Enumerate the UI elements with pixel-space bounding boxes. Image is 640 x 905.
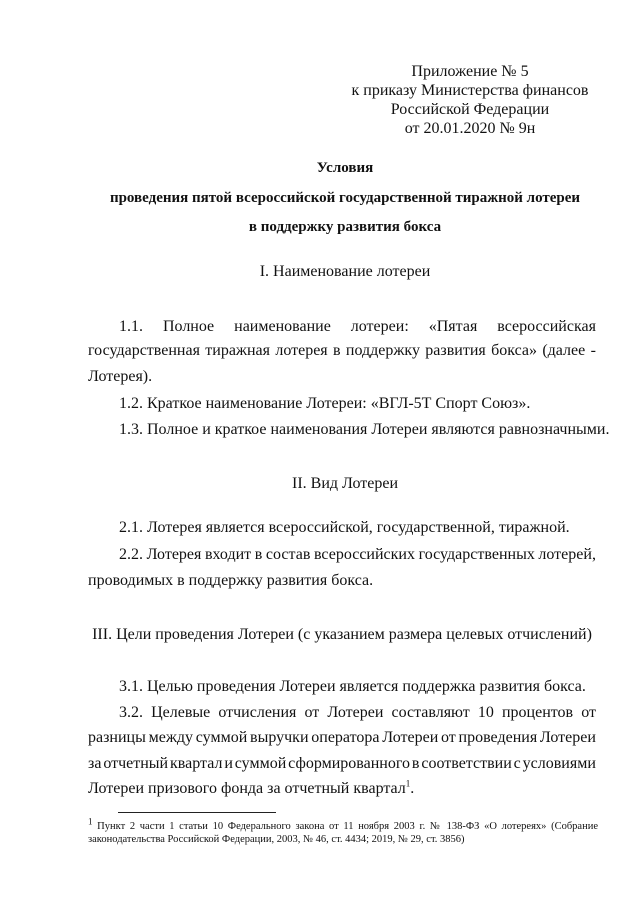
- word: лотерей,: [538, 546, 596, 563]
- word: 1.1.: [119, 318, 143, 335]
- footnote-reference[interactable]: 1: [405, 778, 411, 789]
- word: 2.2.: [119, 546, 143, 563]
- word: тиражная: [205, 342, 270, 359]
- paragraph-3-2-line-4: [88, 780, 414, 798]
- word: состав: [265, 546, 311, 563]
- paragraph-1-2: 1.2. Краткое наименование Лотереи: «ВГЛ-5Т Спорт Союз».: [119, 395, 531, 412]
- footnote: [88, 816, 598, 846]
- word: бокса»: [491, 342, 537, 359]
- word: отчисления: [218, 704, 297, 721]
- paragraph-3-2-line-4-text: Лотереи призового фонда за отчетный квартал: [88, 780, 406, 797]
- word: развития: [425, 342, 486, 359]
- word: составляют: [391, 704, 470, 721]
- paragraph-3-2-line-4-end: .: [410, 780, 415, 797]
- word: сформированного: [288, 755, 410, 772]
- word: в: [254, 546, 263, 563]
- title-line-2: проведения пятой всероссийской государственной тиражной лотереи: [109, 190, 581, 206]
- word: Полное: [162, 318, 215, 335]
- paragraph-3-2-line-3: [88, 755, 596, 773]
- word: 3.2.: [119, 704, 143, 721]
- paragraph-2-1: 2.1. Лотерея является всероссийской, государственной, тиражной.: [119, 519, 570, 536]
- word: соответствии: [421, 755, 512, 772]
- section-2-heading: II. Вид Лотереи: [291, 475, 399, 492]
- word: в: [411, 755, 420, 772]
- word: лотереи:: [350, 318, 409, 335]
- word: суммой: [234, 755, 287, 772]
- word: поддержку: [345, 342, 420, 359]
- paragraph-1-1-line-1: [119, 318, 596, 336]
- paragraph-1-3: 1.3. Полное и краткое наименования Лотереи являются равнозначными.: [119, 421, 610, 438]
- word: суммой: [195, 729, 248, 746]
- word: проведения: [458, 729, 538, 746]
- word: условиями: [522, 755, 596, 772]
- word: в: [332, 342, 341, 359]
- word: разницы: [88, 729, 146, 746]
- word: от: [304, 704, 320, 721]
- word: Лотереи: [539, 729, 596, 746]
- word: всероссийских: [313, 546, 415, 563]
- appendix-block: [330, 62, 610, 138]
- word: между: [148, 729, 194, 746]
- word: и: [224, 755, 233, 772]
- paragraph-3-2-line-2: [88, 729, 596, 747]
- word: государственная: [88, 342, 200, 359]
- word: с: [513, 755, 521, 772]
- appendix-line-3: Российской Федерации: [390, 101, 550, 118]
- word: за: [88, 755, 102, 772]
- word: от: [581, 704, 596, 721]
- word: квартал: [170, 755, 223, 772]
- word: оператора: [311, 729, 380, 746]
- word: Лотереи: [327, 704, 384, 721]
- word: входит: [204, 546, 252, 563]
- word: от: [441, 729, 456, 746]
- word: 10: [477, 704, 494, 721]
- appendix-line-1: Приложение № 5: [411, 63, 529, 80]
- word: Лотерея: [146, 546, 202, 563]
- paragraph-1-1-line-3: Лотерея).: [88, 368, 153, 385]
- paragraph-1-1-line-2: [88, 342, 596, 360]
- footnote-separator: [118, 812, 276, 813]
- word: «Пятая: [428, 318, 478, 335]
- paragraph-3-1: 3.1. Целью проведения Лотереи является поддержка развития бокса.: [119, 678, 586, 695]
- appendix-line-4: от 20.01.2020 № 9н: [404, 120, 536, 137]
- paragraph-3-2-line-1: [119, 704, 596, 722]
- paragraph-2-2-line-2: проводимых в поддержку развития бокса.: [88, 572, 374, 589]
- word: процентов: [501, 704, 574, 721]
- section-1-heading: I. Наименование лотереи: [259, 263, 431, 280]
- word: государственных: [418, 546, 535, 563]
- section-3-heading: III. Цели проведения Лотереи (с указанием размера целевых отчислений): [92, 626, 592, 643]
- word: всероссийская: [497, 318, 596, 335]
- word: выручки: [250, 729, 309, 746]
- word: отчетный: [103, 755, 169, 772]
- appendix-line-2: к приказу Министерства финансов: [351, 82, 589, 99]
- footnote-text: Пункт 2 части 1 статьи 10 Федерального закона от 11 ноября 2003 г. № 138-ФЗ «О лотереях» (Собрание законодательства Российской Федерации, 2003, № 46, ст. 4434; 2019, № 29, ст. 3856): [88, 821, 598, 845]
- word: Лотереи: [382, 729, 439, 746]
- word: Целевые: [151, 704, 211, 721]
- word: наименование: [234, 318, 331, 335]
- title-line-1: Условия: [316, 160, 374, 176]
- title-line-3: в поддержку развития бокса: [248, 219, 442, 235]
- word: -: [590, 342, 596, 359]
- word: (далее: [542, 342, 586, 359]
- paragraph-2-2-line-1: [119, 546, 596, 564]
- footnote-marker: 1: [88, 816, 93, 827]
- word: лотерея: [275, 342, 328, 359]
